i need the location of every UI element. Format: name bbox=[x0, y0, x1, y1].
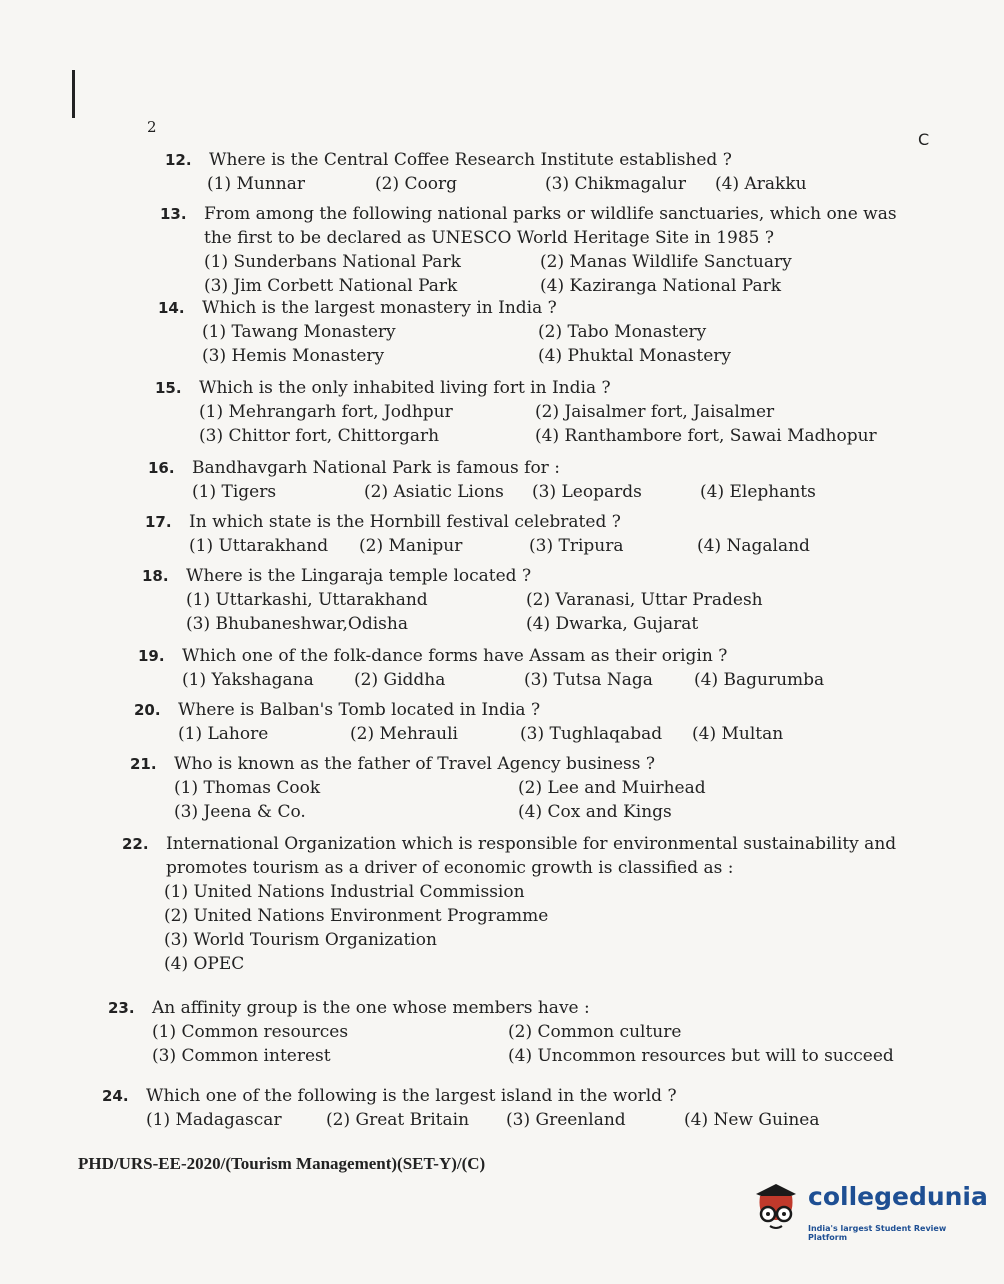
question-text: In which state is the Hornbill festival celebrated ? bbox=[189, 512, 621, 532]
options-row bbox=[108, 1020, 908, 1044]
answer-option: (2) Manas Wildlife Sanctuary bbox=[540, 252, 792, 272]
answer-option: (1) United Nations Industrial Commission bbox=[164, 882, 525, 902]
answer-option: (2) Varanasi, Uttar Pradesh bbox=[526, 590, 763, 610]
question-12 bbox=[165, 148, 905, 196]
answer-option: (1) Sunderbans National Park bbox=[204, 252, 461, 272]
question-text: Which is the only inhabited living fort in India ? bbox=[199, 378, 611, 398]
answer-option: (4) Dwarka, Gujarat bbox=[526, 614, 699, 634]
answer-option: (2) Great Britain bbox=[326, 1110, 470, 1130]
question-number: 15. bbox=[155, 379, 182, 397]
options-row bbox=[160, 274, 920, 298]
answer-option: (4) Phuktal Monastery bbox=[538, 346, 732, 366]
options-row bbox=[122, 904, 912, 928]
answer-option: (3) Common interest bbox=[152, 1046, 331, 1066]
paper-code-footer: PHD/URS-EE-2020/(Tourism Management)(SET-Y)/(C) bbox=[78, 1154, 486, 1173]
answer-option: (2) Asiatic Lions bbox=[364, 482, 504, 502]
question-header bbox=[102, 1084, 842, 1108]
answer-option: (1) Madagascar bbox=[146, 1110, 282, 1130]
answer-option: (3) Jeena & Co. bbox=[174, 802, 306, 822]
question-number: 19. bbox=[138, 647, 165, 665]
answer-option: (3) World Tourism Organization bbox=[164, 930, 437, 950]
answer-option: (4) Elephants bbox=[700, 482, 816, 502]
question-text: Who is known as the father of Travel Agency business ? bbox=[174, 754, 656, 774]
answer-option: (2) Lee and Muirhead bbox=[518, 778, 706, 798]
question-number: 17. bbox=[145, 513, 172, 531]
answer-option: (2) Manipur bbox=[359, 536, 463, 556]
page-number: 2 bbox=[147, 118, 157, 136]
answer-option: (1) Tawang Monastery bbox=[202, 322, 396, 342]
answer-option: (2) Tabo Monastery bbox=[538, 322, 707, 342]
options-row bbox=[165, 172, 905, 196]
options-row bbox=[102, 1108, 842, 1132]
answer-option: (3) Tughlaqabad bbox=[520, 724, 663, 744]
question-14 bbox=[158, 296, 898, 368]
options-row bbox=[138, 668, 878, 692]
options-row bbox=[142, 588, 882, 612]
answer-option: (3) Hemis Monastery bbox=[202, 346, 385, 366]
mascot-logo-icon bbox=[748, 1180, 804, 1236]
answer-option: (3) Tripura bbox=[529, 536, 624, 556]
question-header bbox=[165, 148, 905, 172]
question-header bbox=[138, 644, 878, 668]
answer-option: (3) Bhubaneshwar,Odisha bbox=[186, 614, 408, 634]
question-header bbox=[130, 752, 870, 776]
options-row bbox=[145, 534, 885, 558]
question-number: 23. bbox=[108, 999, 135, 1017]
answer-option: (4) Arakku bbox=[715, 174, 807, 194]
question-number: 18. bbox=[142, 567, 169, 585]
options-row bbox=[108, 1044, 908, 1068]
margin-mark bbox=[72, 70, 75, 118]
question-23 bbox=[108, 996, 908, 1068]
answer-option: (1) Mehrangarh fort, Jodhpur bbox=[199, 402, 453, 422]
answer-option: (4) OPEC bbox=[164, 954, 245, 974]
options-row bbox=[160, 250, 920, 274]
question-text: International Organization which is responsible for environmental sustainability and promotes tourism as a driver of economic growth is classified as : bbox=[166, 834, 897, 878]
question-header bbox=[158, 296, 898, 320]
question-16 bbox=[148, 456, 888, 504]
question-header bbox=[148, 456, 888, 480]
options-row bbox=[122, 952, 912, 976]
answer-option: (4) Uncommon resources but will to succeed bbox=[508, 1046, 894, 1066]
options-row bbox=[130, 776, 870, 800]
question-text: Which one of the following is the largest island in the world ? bbox=[146, 1086, 677, 1106]
question-text: From among the following national parks or wildlife sanctuaries, which one was the first to be declared as UNESCO World Heritage Site in 1985 ? bbox=[204, 204, 897, 248]
question-13 bbox=[160, 202, 920, 298]
answer-option: (3) Tutsa Naga bbox=[524, 670, 653, 690]
question-text: Which one of the folk-dance forms have Assam as their origin ? bbox=[182, 646, 728, 666]
question-21 bbox=[130, 752, 870, 824]
question-text: Which is the largest monastery in India ? bbox=[202, 298, 557, 318]
answer-option: (1) Uttarkashi, Uttarakhand bbox=[186, 590, 428, 610]
answer-option: (2) Mehrauli bbox=[350, 724, 458, 744]
options-row bbox=[155, 400, 895, 424]
question-header bbox=[145, 510, 885, 534]
answer-option: (1) Munnar bbox=[207, 174, 305, 194]
question-22 bbox=[122, 832, 912, 976]
question-header bbox=[122, 832, 912, 880]
answer-option: (2) Common culture bbox=[508, 1022, 682, 1042]
question-20 bbox=[134, 698, 874, 746]
brand-name: collegedunia bbox=[808, 1182, 988, 1211]
question-number: 12. bbox=[165, 151, 192, 169]
question-text: Where is the Lingaraja temple located ? bbox=[186, 566, 532, 586]
options-row bbox=[155, 424, 895, 448]
answer-option: (3) Chikmagalur bbox=[545, 174, 686, 194]
question-header bbox=[142, 564, 882, 588]
answer-option: (1) Common resources bbox=[152, 1022, 349, 1042]
options-row bbox=[158, 344, 898, 368]
answer-option: (3) Leopards bbox=[532, 482, 642, 502]
answer-option: (2) Jaisalmer fort, Jaisalmer bbox=[535, 402, 775, 422]
set-code: C bbox=[918, 130, 930, 149]
options-row bbox=[130, 800, 870, 824]
question-17 bbox=[145, 510, 885, 558]
answer-option: (3) Greenland bbox=[506, 1110, 626, 1130]
question-number: 21. bbox=[130, 755, 157, 773]
answer-option: (1) Uttarakhand bbox=[189, 536, 329, 556]
question-19 bbox=[138, 644, 878, 692]
question-text: Where is the Central Coffee Research Institute established ? bbox=[209, 150, 732, 170]
answer-option: (4) Ranthambore fort, Sawai Madhopur bbox=[535, 426, 877, 446]
answer-option: (2) Giddha bbox=[354, 670, 446, 690]
answer-option: (2) Coorg bbox=[375, 174, 457, 194]
question-number: 22. bbox=[122, 835, 149, 853]
answer-option: (1) Tigers bbox=[192, 482, 277, 502]
answer-option: (4) Nagaland bbox=[697, 536, 810, 556]
answer-option: (4) New Guinea bbox=[684, 1110, 820, 1130]
brand-watermark bbox=[748, 1180, 988, 1244]
question-header bbox=[134, 698, 874, 722]
options-row bbox=[122, 928, 912, 952]
options-row bbox=[148, 480, 888, 504]
answer-option: (4) Multan bbox=[692, 724, 784, 744]
question-15 bbox=[155, 376, 895, 448]
question-text: An affinity group is the one whose members have : bbox=[152, 998, 590, 1018]
question-text: Bandhavgarh National Park is famous for : bbox=[192, 458, 560, 478]
answer-option: (3) Jim Corbett National Park bbox=[204, 276, 458, 296]
options-row bbox=[134, 722, 874, 746]
answer-option: (1) Lahore bbox=[178, 724, 269, 744]
question-header bbox=[155, 376, 895, 400]
question-number: 24. bbox=[102, 1087, 129, 1105]
question-24 bbox=[102, 1084, 842, 1132]
answer-option: (4) Kaziranga National Park bbox=[540, 276, 782, 296]
options-row bbox=[158, 320, 898, 344]
question-text: Where is Balban's Tomb located in India ? bbox=[178, 700, 541, 720]
answer-option: (1) Thomas Cook bbox=[174, 778, 321, 798]
question-number: 16. bbox=[148, 459, 175, 477]
answer-option: (2) United Nations Environment Programme bbox=[164, 906, 549, 926]
question-header bbox=[108, 996, 908, 1020]
question-number: 20. bbox=[134, 701, 161, 719]
options-row bbox=[122, 880, 912, 904]
question-header bbox=[160, 202, 920, 250]
question-18 bbox=[142, 564, 882, 636]
question-number: 14. bbox=[158, 299, 185, 317]
brand-tagline: India's largest Student Review Platform bbox=[808, 1224, 947, 1242]
question-number: 13. bbox=[160, 205, 187, 223]
options-row bbox=[142, 612, 882, 636]
answer-option: (4) Bagurumba bbox=[694, 670, 825, 690]
answer-option: (3) Chittor fort, Chittorgarh bbox=[199, 426, 440, 446]
answer-option: (1) Yakshagana bbox=[182, 670, 314, 690]
answer-option: (4) Cox and Kings bbox=[518, 802, 672, 822]
